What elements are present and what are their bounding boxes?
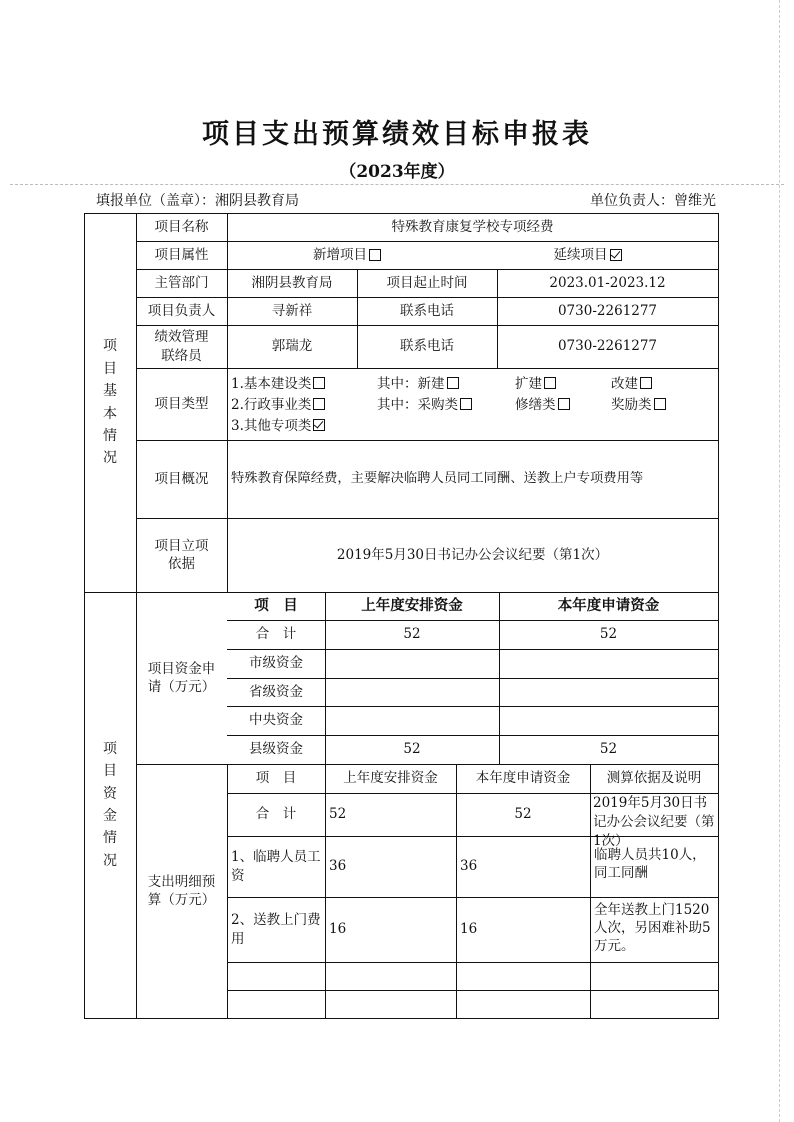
attribute-new: 新增项目 <box>227 241 467 269</box>
fund-row-this: 52 <box>599 741 618 758</box>
fund-row-last <box>325 649 499 678</box>
period-value: 2023.01-2023.12 <box>549 274 666 291</box>
fund-col-item: 项 目 <box>254 597 298 615</box>
section-basic-info: 项 目 基 本 情 况 <box>103 338 117 467</box>
liaison-value: 郭瑞龙 <box>271 338 313 355</box>
fund-row-last: 52 <box>403 741 421 758</box>
department-label: 主管部门 <box>154 274 209 291</box>
type-new-build-checkbox <box>447 377 459 389</box>
detail-row-this: 52 <box>514 806 532 823</box>
detail-row-last: 16 <box>329 921 347 938</box>
continued-project-checkbox <box>610 249 622 261</box>
period-label: 项目起止时间 <box>386 274 468 291</box>
owner-phone-value: 0730-2261277 <box>557 302 658 319</box>
header-divider <box>10 184 784 185</box>
filler-unit: 填报单位（盖章）：湘阴县教育局 <box>96 193 299 209</box>
unit-leader: 单位负责人：曾维光 <box>590 193 716 209</box>
type-procurement-checkbox <box>460 398 472 410</box>
liaison-phone-label: 联系电话 <box>400 338 454 355</box>
detail-row-label: 1、临聘人员工资 <box>231 849 321 884</box>
type-expand-checkbox <box>544 377 556 389</box>
owner-label: 项目负责人 <box>147 302 216 319</box>
fund-row-label: 合 计 <box>255 626 297 643</box>
detail-col-this-year: 本年度申请资金 <box>475 770 571 787</box>
fund-apply-label: 项目资金申 请（万元） <box>147 660 216 695</box>
section-funds: 项 目 资 金 情 况 <box>103 740 117 869</box>
fund-row-this <box>499 678 718 706</box>
detail-col-note: 测算依据及说明 <box>606 770 702 787</box>
detail-row-note: 临聘人员共10人，同工同酬 <box>594 847 706 882</box>
detail-row-this: 36 <box>460 858 478 875</box>
type-reward-checkbox <box>654 398 666 410</box>
fund-row-last: 52 <box>403 626 421 643</box>
fund-row-label: 中央资金 <box>249 712 303 729</box>
project-attribute-label: 项目属性 <box>154 246 209 263</box>
fund-row-label: 县级资金 <box>249 741 303 758</box>
detail-row-last: 52 <box>329 806 347 823</box>
project-type-options: 1.基本建设类 其中：新建 扩建 改建 2.行政事业类 其中：采购类 修缮类 奖励类 3.其他专项类 <box>231 374 716 438</box>
overview-label: 项目概况 <box>154 470 209 487</box>
fund-row-label: 市级资金 <box>249 655 303 672</box>
basis-value: 2019年5月30日书记办公会议纪要（第1次） <box>336 546 609 563</box>
project-name-label: 项目名称 <box>154 218 209 235</box>
project-type-label: 项目类型 <box>154 395 209 412</box>
type-admin-checkbox <box>313 398 325 410</box>
fund-row-this: 52 <box>599 626 618 643</box>
owner-phone-label: 联系电话 <box>400 302 454 319</box>
basis-label: 项目立项 依据 <box>154 537 209 572</box>
department-value: 湘阴县教育局 <box>251 274 333 291</box>
fund-row-last <box>325 706 499 735</box>
type-rebuild-checkbox <box>640 377 652 389</box>
liaison-label: 绩效管理 联络员 <box>154 329 209 364</box>
type-construction-checkbox <box>313 377 325 389</box>
project-name-value: 特殊教育康复学校专项经费 <box>391 218 554 235</box>
type-repair-checkbox <box>558 398 570 410</box>
page-title: 项目支出预算绩效目标申报表 <box>202 119 592 150</box>
detail-row-this: 16 <box>460 921 478 938</box>
attribute-continued: 延续项目 <box>470 241 705 269</box>
liaison-phone-value: 0730-2261277 <box>557 338 658 355</box>
detail-budget-label: 支出明细预 算（万元） <box>147 873 216 908</box>
detail-row-last: 36 <box>329 858 347 875</box>
type-other-checkbox <box>313 419 325 431</box>
detail-row-label: 合 计 <box>255 806 297 823</box>
fund-row-label: 省级资金 <box>249 683 303 700</box>
page-subtitle: （2023年度） <box>339 162 455 182</box>
fund-row-this <box>499 649 718 678</box>
owner-value: 寻新祥 <box>271 302 313 319</box>
detail-row-note: 2019年5月30日书记办公会议纪要（第1次） <box>593 795 715 849</box>
fund-col-this-year: 本年度申请资金 <box>557 597 660 615</box>
detail-col-last-year: 上年度安排资金 <box>343 770 438 787</box>
detail-col-item: 项 目 <box>255 770 297 787</box>
new-project-checkbox <box>369 249 381 261</box>
detail-row-label: 2、送教上门费用 <box>231 912 321 947</box>
fund-col-last-year: 上年度安排资金 <box>361 597 463 615</box>
overview-value: 特殊教育保障经费，主要解决临聘人员同工同酬、送教上户专项费用等 <box>231 471 644 487</box>
fund-row-last <box>325 678 499 706</box>
detail-row-note: 全年送教上门1520人次，另困难补助5万元。 <box>594 902 711 955</box>
fund-row-this <box>499 706 718 735</box>
